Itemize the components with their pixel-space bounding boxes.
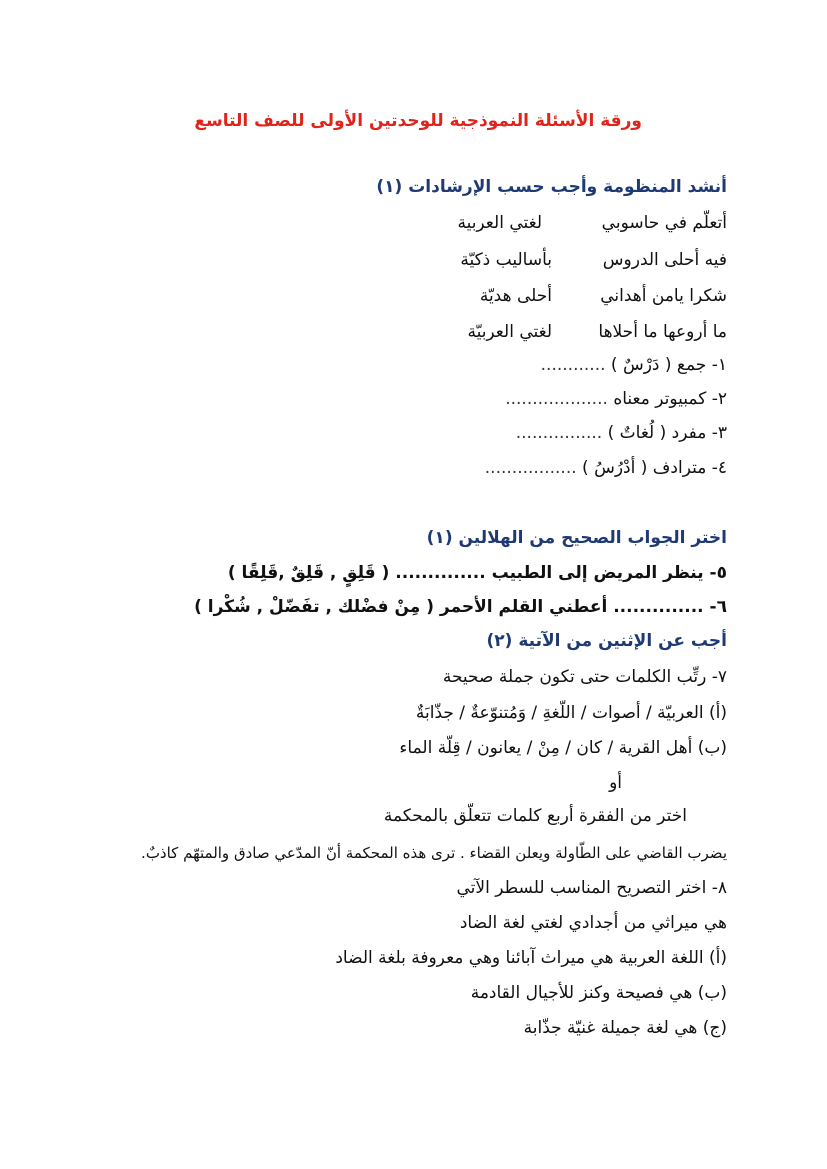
poem-line-1-a: أتعلّم في حاسوبي [601,213,727,233]
poem-line-2-b: بأساليب ذكيّة [460,250,552,270]
question-1-text: ١- جمع ( دَرْسٌ ) [610,355,727,375]
poem-line-4-b: لغتي العربيّة [467,322,552,342]
court-passage: يضرب القاضي على الطّاولة ويعلن القضاء . ترى هذه المحكمة أنّ المدّعي صادق والمتهّم كاذبٌ. [141,844,727,862]
question-8: ٨- اختر التصريح المناسب للسطر الآتي [456,878,727,898]
question-7b: (ب) أهل القرية / كان / مِنْ / يعانون / قِلّة الماء [399,738,727,758]
or-label: أو [609,773,622,793]
poem-line-q8: هي ميراثي من أجدادي لغتي لغة الضاد [459,913,727,933]
question-3-blank: ................ [515,423,603,443]
poem-line-3-b: أحلى هديّة [479,286,552,306]
question-1-blank: ............ [540,355,606,375]
question-2-text: ٢- كمبيوتر معناه [613,389,727,409]
section2-heading: اختر الجواب الصحيح من الهلالين (١) [426,528,727,548]
question-3-text: ٣- مفرد ( لُغاتٌ ) [607,423,727,443]
question-4-blank: ................. [484,458,577,478]
question-4 [485,455,727,481]
alt-question: اختر من الفقرة أربع كلمات تتعلّق بالمحكمة [383,806,687,826]
question-1 [541,352,727,378]
question-3 [516,420,727,446]
question-5: ٥- ينظر المريض إلى الطبيب .............. ( قَلِقٍ , قَلِقٌ ,قَلِقًا ) [227,563,727,583]
question-2 [505,386,727,412]
option-c: (ج) هي لغة جميلة غنيّة جذّابة [523,1018,727,1038]
section1-heading: أنشد المنظومة وأجب حسب الإرشادات (١) [376,177,727,197]
option-a: (أ) اللغة العربية هي ميراث آبائنا وهي معروفة بلغة الضاد [335,948,727,968]
option-b: (ب) هي فصيحة وكنز للأجيال القادمة [470,983,727,1003]
question-4-text: ٤- مترادف ( أدْرُسُ ) [582,458,727,478]
poem-line-4-a: ما أروعها ما أحلاها [598,322,727,342]
section3-heading: أجب عن الإثنين من الآتية (٢) [486,631,727,651]
poem-line-2-a: فيه أحلى الدروس [602,250,727,270]
poem-line-3-a: شكرا يامن أهداني [600,286,727,306]
question-2-blank: ................... [505,389,608,409]
poem-line-1-b: لغتي العربية [457,213,542,233]
question-7a: (أ) العربيّة / أصوات / اللّغةِ / وَمُتنوّعةٌ / جذّابَةٌ [415,703,727,723]
question-7: ٧- رتِّب الكلمات حتى تكون جملة صحيحة [442,667,727,687]
page-title: ورقة الأسئلة النموذجية للوحدتين الأولى للصف التاسع [194,111,642,131]
question-6: ٦- .............. أعطني القلم الأحمر ( مِنْ فضْلك , تفَضّلْ , شُكْرا ) [194,597,727,617]
